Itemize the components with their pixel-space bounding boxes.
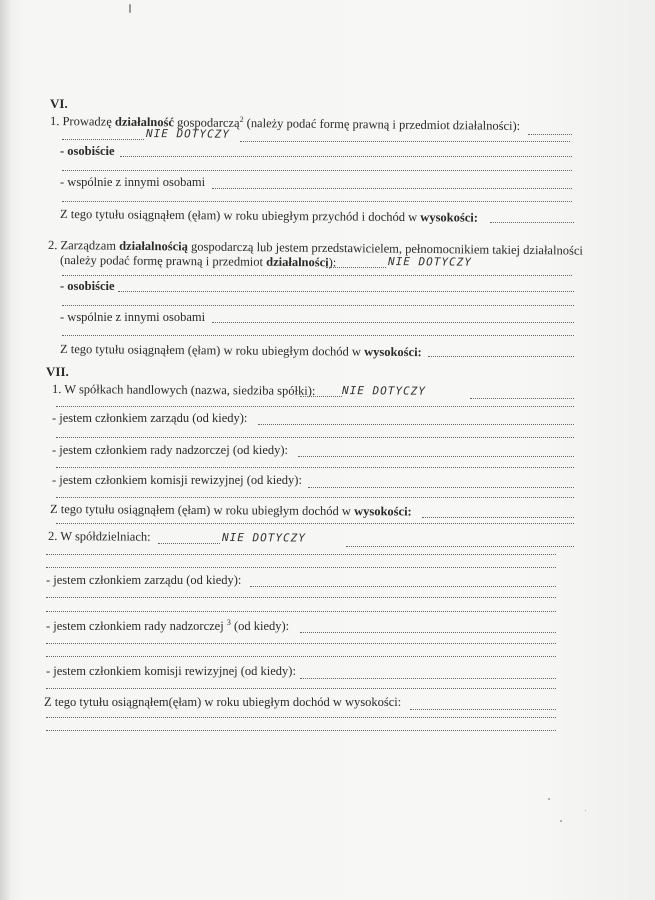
s7-zarzad2: - jestem członkiem zarządu (od kiedy): (46, 573, 242, 587)
s6-osobiscie2: - osobiście (60, 279, 115, 293)
s6-q2-line2: (należy podać formę prawną i przedmiot działalności): (59, 253, 337, 270)
s7-dochod: Z tego tytułu osiągnąłem (ęłam) w roku ubiegłym dochód w wysokości: (49, 502, 412, 519)
s7-q2-answer: NIE DOTYCZY (221, 531, 306, 545)
s6-q1-line: 1. Prowadzę działalność gospodarczą$^2$ (należy podać formę prawną i przedmiot działalności): (49, 114, 521, 133)
s7-q1-answer: NIE DOTYCZY (341, 384, 426, 398)
s7-dochod2: Z tego tytułu osiągnąłem(ęłam) w roku ubiegłym dochód w wysokości: (44, 695, 402, 709)
s6-q1-answer: NIE DOTYCZY (145, 127, 230, 141)
s7-q1-line: 1. W spółkach handlowych (nazwa, siedziba spółki): (51, 382, 316, 398)
s6-q2-answer: NIE DOTYCZY (387, 255, 472, 269)
s7-zarzad: - jestem członkiem zarządu (od kiedy): (52, 411, 248, 425)
s7-q2-line: 2. W spółdzielniach: (47, 529, 151, 544)
s6-wspolnie: - wspólnie z innymi osobami (60, 175, 206, 189)
scan-speck (129, 4, 131, 13)
s6-dochod1: Z tego tytułu osiągnąłem (ęłam) w roku ubiegłym przychód i dochód w wysokości: (59, 207, 479, 225)
page-edge-shadow (0, 0, 10, 900)
s6-dochod2: Z tego tytułu osiągnąłem (ęłam) w roku ubiegłym dochód w wysokości: (59, 342, 422, 360)
s7-komisja2: - jestem członkiem komisji rewizyjnej (od kiedy): (46, 664, 296, 678)
s7-komisja: - jestem członkiem komisji rewizyjnej (od kiedy): (52, 473, 302, 487)
scan-speck (548, 798, 550, 800)
scan-speck (560, 820, 562, 822)
scan-speck (585, 810, 586, 811)
section-vi-heading: VI. (50, 96, 68, 111)
s6-q2-line: 2. Zarządzam działalnością gospodarczą lub jestem przedstawicielem, pełnomocnikiem takiej działalności (47, 238, 583, 258)
section-vii-heading: VII. (46, 364, 69, 379)
s6-osobiscie: - osobiście (60, 144, 115, 158)
s7-rada2: - jestem członkiem rady nadzorczej $^3$ (od kiedy): (46, 617, 290, 633)
s6-wspolnie2: - wspólnie z innymi osobami (60, 310, 206, 324)
s7-rada: - jestem członkiem rady nadzorczej (od kiedy): (52, 443, 289, 457)
